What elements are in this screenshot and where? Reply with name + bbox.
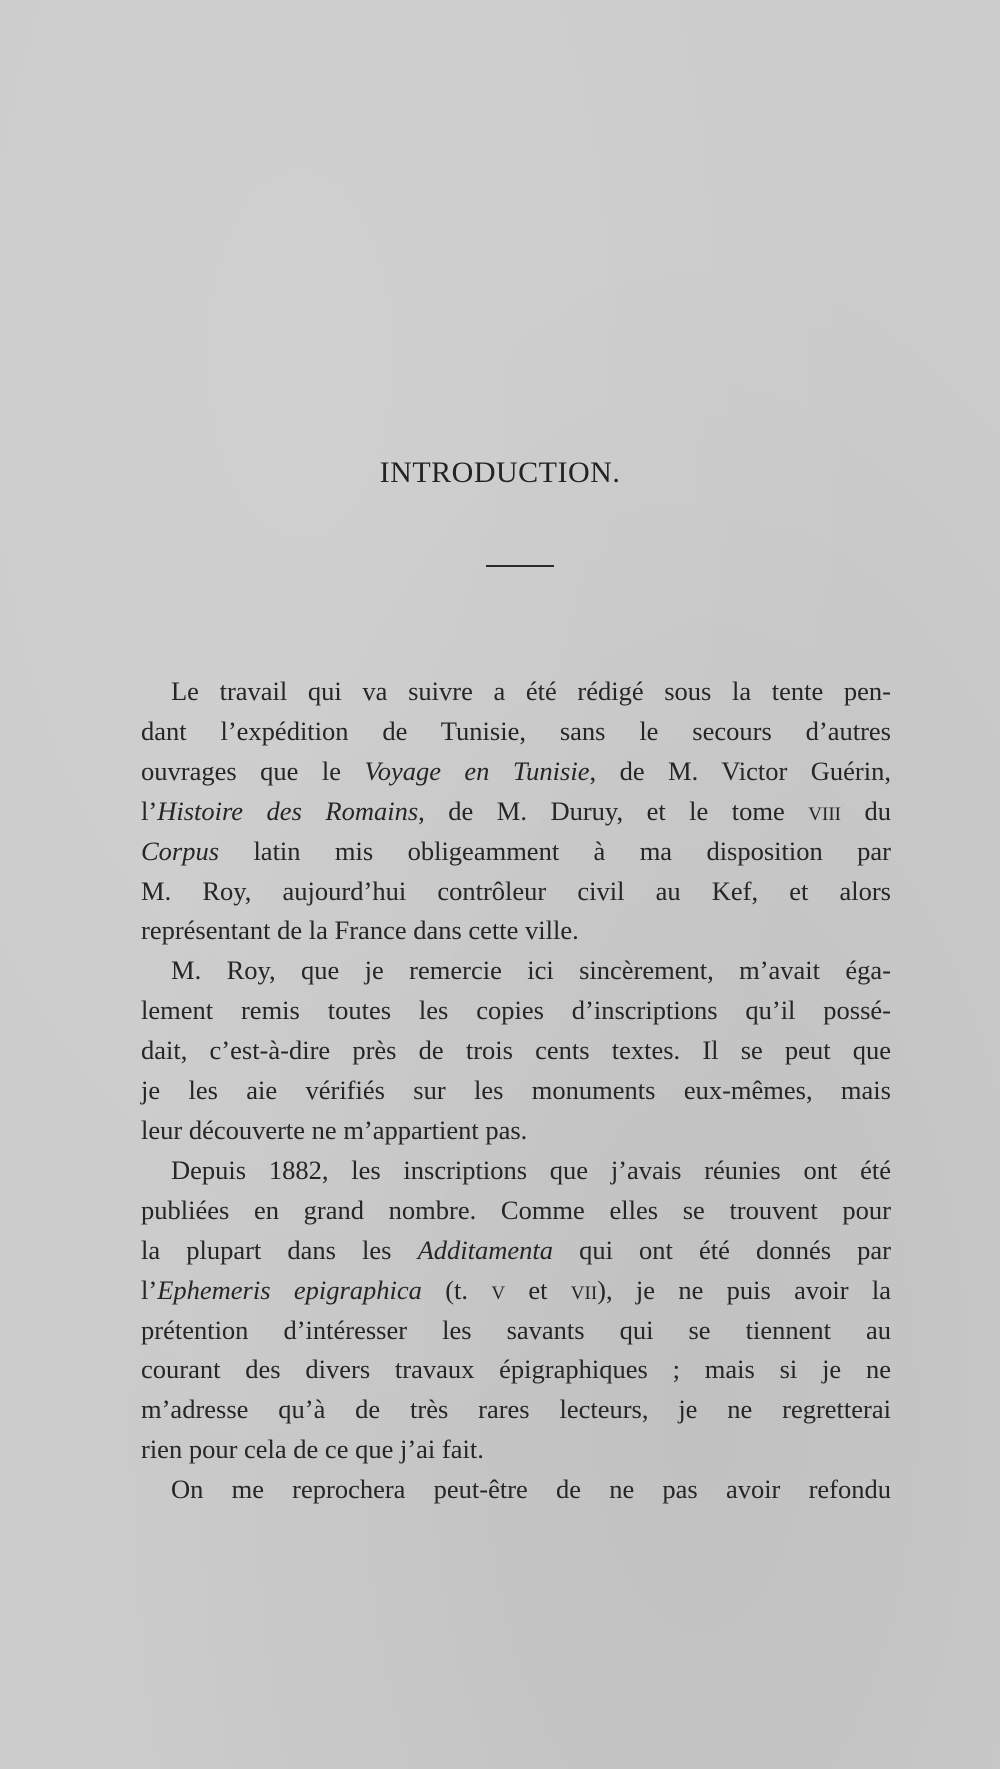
paragraph [141, 1151, 891, 1470]
text-line: On me reprochera peut-être de ne pas avoir refondu [171, 1474, 891, 1505]
italic-title: Voyage en Tunisie [364, 755, 590, 786]
text-line: lement remis toutes les copies d’inscriptions qu’il possé- [141, 995, 891, 1026]
paragraph [141, 1470, 891, 1510]
text-line: l’Histoire des Romains, de M. Duruy, et le tome viii du [141, 795, 891, 826]
page-heading: INTRODUCTION. [379, 456, 621, 489]
text-line: représentant de la France dans cette ville. [141, 915, 579, 946]
text-line: leur découverte ne m’appartient pas. [141, 1114, 528, 1145]
text-line: courant des divers travaux épigraphiques ; mais si je ne [141, 1354, 891, 1385]
italic-title: Additamenta [417, 1234, 554, 1265]
text-line: je les aie vérifiés sur les monuments eux-mêmes, mais [141, 1075, 891, 1106]
italic-title: Corpus [141, 835, 220, 866]
heading-rule [486, 565, 554, 567]
roman-numeral: vii [570, 1274, 598, 1305]
roman-numeral: v [491, 1274, 506, 1305]
text-line: prétention d’intéresser les savants qui se tiennent au [141, 1314, 891, 1345]
text-line: ouvrages que le Voyage en Tunisie, de M. Victor Guérin, [141, 755, 891, 786]
italic-title: Histoire des Romains [157, 795, 419, 826]
text-line: M. Roy, aujourd’hui contrôleur civil au Kef, et alors [141, 875, 891, 906]
paragraph [141, 672, 891, 951]
text-line: m’adresse qu’à de très rares lecteurs, je ne regretterai [141, 1394, 891, 1425]
text-line: Le travail qui va suivre a été rédigé sous la tente pen- [171, 676, 891, 706]
italic-title: Ephemeris epigraphica [157, 1274, 422, 1305]
text-line: dant l’expédition de Tunisie, sans le secours d’autres [141, 715, 891, 746]
text-line: dait, c’est-à-dire près de trois cents textes. Il se peut que [141, 1035, 891, 1066]
body-text [141, 672, 891, 1510]
text-line: rien pour cela de ce que j’ai fait. [141, 1434, 484, 1465]
text-line: Corpus latin mis obligeamment à ma disposition par [141, 835, 891, 866]
text-line: Depuis 1882, les inscriptions que j’avais réunies ont été [171, 1154, 891, 1185]
text-line: publiées en grand nombre. Comme elles se trouvent pour [141, 1194, 891, 1225]
text-line: l’Ephemeris epigraphica (t. v et vii), je ne puis avoir la [141, 1274, 892, 1305]
text-line: M. Roy, que je remercie ici sincèrement, m’avait éga- [171, 955, 891, 986]
text-line: la plupart dans les Additamenta qui ont été donnés par [141, 1234, 891, 1265]
paragraph [141, 951, 891, 1151]
roman-numeral: viii [808, 795, 841, 826]
